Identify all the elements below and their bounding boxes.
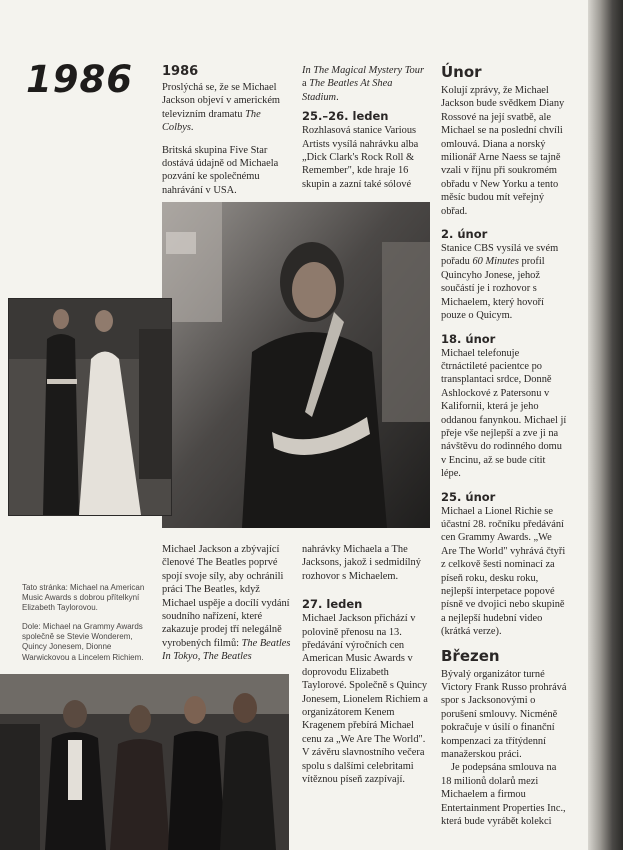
- photo-grammy-group: [0, 674, 289, 850]
- caption-this-page: Tato stránka: Michael na American Music Awards s dobrou přítelkyní Elizabeth Taylorovou.: [22, 583, 145, 613]
- paragraph-grammy: Michael a Lionel Richie se účastní 28. ročníku předávání cen Grammy Awards. „We Are The World" vyhrává čtyři z celkově šesti nominací za píseň roku, desku roku, nejlepší interpetace popové písně ve dvojici nebo skupině a nejlepší hudební video (krátká verze).: [441, 505, 566, 638]
- column-2-top: [302, 64, 430, 200]
- paragraph-russo: Bývalý organizátor turné Victory Frank Russo prohrává spor s Jacksonovými o porušení smlouvy. Nicméně pokračuje v úsilí o finanční kompenzaci za třítýdenní manažerskou práci.: [441, 668, 567, 761]
- paragraph-radio-cont: nahrávky Michaela a The Jacksons, jakož i sedmidílný rozhovor s Michaelem.: [302, 544, 421, 582]
- photo-michael-portrait: [162, 202, 430, 528]
- column-2-bottom: [302, 543, 430, 796]
- paragraph-five-star: Britská skupina Five Star dostává údajně od Michaela pozvání ke společnému nahrávání v USA.: [162, 144, 279, 196]
- photo-michael-elizabeth: [8, 298, 172, 516]
- column-3: [441, 64, 567, 838]
- photo-michael-portrait-image: [162, 202, 430, 528]
- paragraph-beatles-films-end: In The Magical Mystery Tour a The Beatles At Shea Stadium.: [302, 65, 424, 103]
- paragraph-donna: Michael telefonuje čtrnáctileté pacientce po transplantaci srdce, Donně Ashlockové z Patersonu v Kalifornii, která je jeho oddanou fanynkou. Michael jí přeje vše nejlepší a zve ji na návštěvu do rodinného domu v Encinu, až se bude cítit lépe.: [441, 347, 567, 480]
- paragraph-ama: Michael Jackson přichází v polovině přenosu na 13. předávání výročních cen American Music Awards v doprovodu Elizabeth Taylorové. Společně s Quincy Jonesem, Lionelem Richiem a organizátorem Kenem Kragenem přebírá Michael cenu za „We Are The World". V závěru slavnostního večera spolu s dalšími celebritami vítěznou píseň zazpívají.: [302, 613, 428, 786]
- date-heading: 27. leden: [302, 597, 363, 612]
- year-heading: 1986: [26, 58, 133, 101]
- column-1-top: [162, 64, 292, 206]
- month-heading: Únor: [441, 63, 482, 81]
- paragraph-radio: Rozhlasová stanice Various Artists vysílá nahrávku alba „Dick Clark's Rock Roll & Remember", kde hraje 16 skupin a zazní také sólové: [302, 125, 419, 190]
- paragraph-contract: Je podepsána smlouva na 18 milionů dolarů mezi Michaelem a firmou Entertainment Properties Inc., která bude vyrábět kolekci: [441, 762, 566, 828]
- paragraph-60-minutes: Stanice CBS vysílá ve svém pořadu 60 Minutes profil Quincyho Jonese, jehož součástí je i rozhovor s Michaelem, který hovoří pouze o Quicym.: [441, 243, 559, 322]
- date-heading: 18. únor: [441, 331, 496, 346]
- photo-grammy-group-image: [0, 674, 289, 850]
- caption-below: Dole: Michael na Grammy Awards společně se Stevie Wonderem, Quincy Jonesem, Dionne Warwickovou a Lincelem Richiem.: [22, 622, 144, 662]
- book-spine-shadow: [588, 0, 623, 850]
- date-heading: 2. únor: [441, 227, 488, 242]
- month-heading: Březen: [441, 646, 500, 665]
- paragraph-beatles-films: Michael Jackson a zbývající členové The Beatles poprvé spojí svoje síly, aby ochránili práci The Beatles, když Michael uspěje a docílí vydání soudního nařízení, které zakazuje prodej tří nelegálně vyrobených filmů: The Beatles In Tokyo, The Beatles: [162, 544, 291, 663]
- photo-michael-elizabeth-image: [9, 299, 171, 515]
- date-heading: 25. únor: [441, 489, 496, 504]
- column-1-bottom: [162, 543, 292, 673]
- date-heading: 25.–26. leden: [302, 109, 389, 124]
- year-subheading: 1986: [162, 64, 199, 79]
- paragraph-diana-ross: Kolují zprávy, že Michael Jackson bude svědkem Diany Rossové na její svatbě, ale Michael se na poslední chvíli omlouvá. Diana a norský milionář Arne Naess se tajně vzali v říjnu při soukromém obřadu v New Yorku a tento měsíc budou mít veřejný obřad.: [441, 85, 565, 217]
- paragraph-colbys: Proslýchá se, že se Michael Jackson objeví v americkém televizním dramatu The Colbys.: [162, 82, 281, 134]
